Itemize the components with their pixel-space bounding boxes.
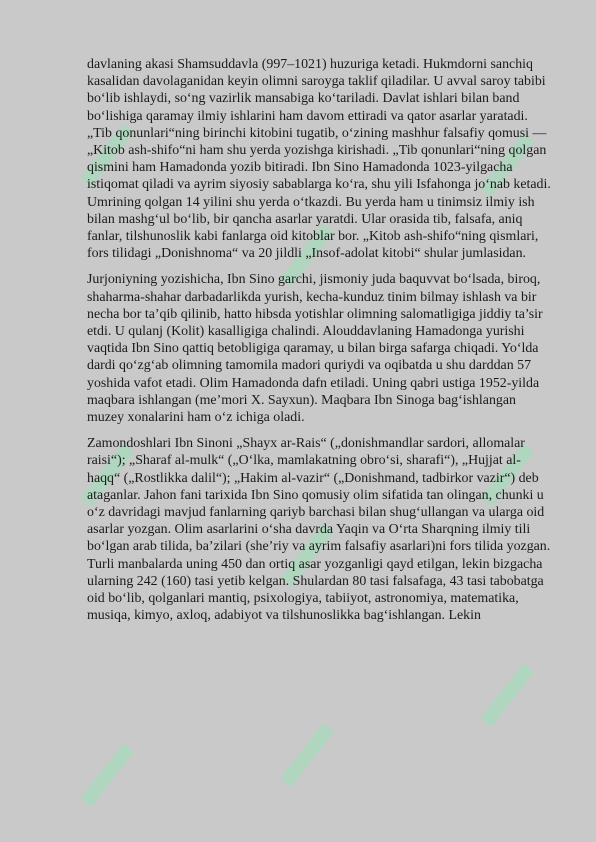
document-body — [87, 56, 551, 634]
paragraph-3: Zamondoshlari Ibn Sinoni „Shayx ar-Rais“ („donishmandlar sardori, allomalar raisi“); „Sharaf al-mulk“ („O‘lka, mamlakatning obro‘si, sharafi“), „Hujjat al-haqq“ („Rostlikka dalil“); „Hakim al-vazir“ („Donishmand, tadbirkor vazir“) deb ataganlar. Jahon fani tarixida Ibn Sino qomusiy olim sifatida tan olingan, chunki u o‘z davridagi mavjud fanlarning qariyb barchasi bilan shug‘ullangan va ularga oid asarlar yozgan. Olim asarlarini o‘sha davrda Yaqin va O‘rta Sharqning ilmiy tili bo‘lgan arab tilida, ba’zilari (she’riy va ayrim falsafiy asarlari)ni fors tilida yozgan. Turli manbalarda uning 450 dan ortiq asar yozganligi qayd etilgan, lekin bizgacha ularning 242 (160) tasi yetib kelgan. Shulardan 80 tasi falsafaga, 43 tasi tabobatga oid bo‘lib, qolganlari mantiq, psixologiya, tabiiyot, astronomiya, matematika, musiqa, kimyo, axloq, adabiyot va tilshunoslikka bag‘ishlangan. Lekin — [87, 436, 551, 624]
paragraph-1: davlaning akasi Shamsuddavla (997–1021) huzuriga ketadi. Hukmdorni sanchiq kasalidan davolaganidan keyin olimni saroyga taklif qiladilar. U avval saroy tabibi bo‘lib ishlaydi, so‘ng vazirlik mansabiga ko‘tariladi. Davlat ishlari bilan band bo‘lishiga qaramay ilmiy ishlarini ham davom ettiradi va qator asarlar yaratadi. „Tib qonunlari“ning birinchi kitobini tugatib, o‘zining mashhur falsafiy qomusi — „Kitob ash-shifo“ni ham shu yerda yozishga kirishadi. „Tib qonunlari“ning qolgan qismini ham Hamadonda yozib bitiradi. Ibn Sino Hamadonda 1023-yilgacha istiqomat qiladi va ayrim siyosiy sabablarga ko‘ra, shu yili Isfahonga jo‘nab ketadi. Umrining qolgan 14 yilini shu yerda o‘tkazdi. Bu yerda ham u tinimsiz ilmiy ish bilan mashg‘ul bo‘lib, bir qancha asarlar yaratdi. Ular orasida tib, falsafa, aniq fanlar, tilshunoslik kabi fanlarga oid kitoblar bor. „Kitob ash-shifo“ning qismlari, fors tilidagi „Donishnoma“ va 20 jildli „Insof-adolat kitobi“ shular jumlasidan. — [87, 57, 551, 262]
paragraph-2: Jurjoniyning yozishicha, Ibn Sino garchi, jismoniy juda baquvvat bo‘lsada, biroq, shaharma-shahar darbadarlikda yurish, kecha-kunduz tinim bilmay ishlash va bir necha bor ta’qib qilinib, hatto hibsda yotishlar olimning salomatligiga jiddiy ta’sir etdi. U qulanj (Kolit) kasalligiga chalindi. Alouddavlaning Hamadonga yurishi vaqtida Ibn Sino qattiq betobligiga qaramay, u bilan birga safarga chiqadi. Yo‘lda dardi qo‘zg‘ab olimning tamomila madori quriydi va oqibatda u shu darddan 57 yoshida vafot etadi. Olim Hamadonda dafn etiladi. Uning qabri ustiga 1952-yilda maqbara ishlangan (me’mori X. Sayxun). Maqbara Ibn Sinoga bag‘ishlangan muzey xonalarini ham o‘z ichiga oladi. — [87, 272, 543, 426]
